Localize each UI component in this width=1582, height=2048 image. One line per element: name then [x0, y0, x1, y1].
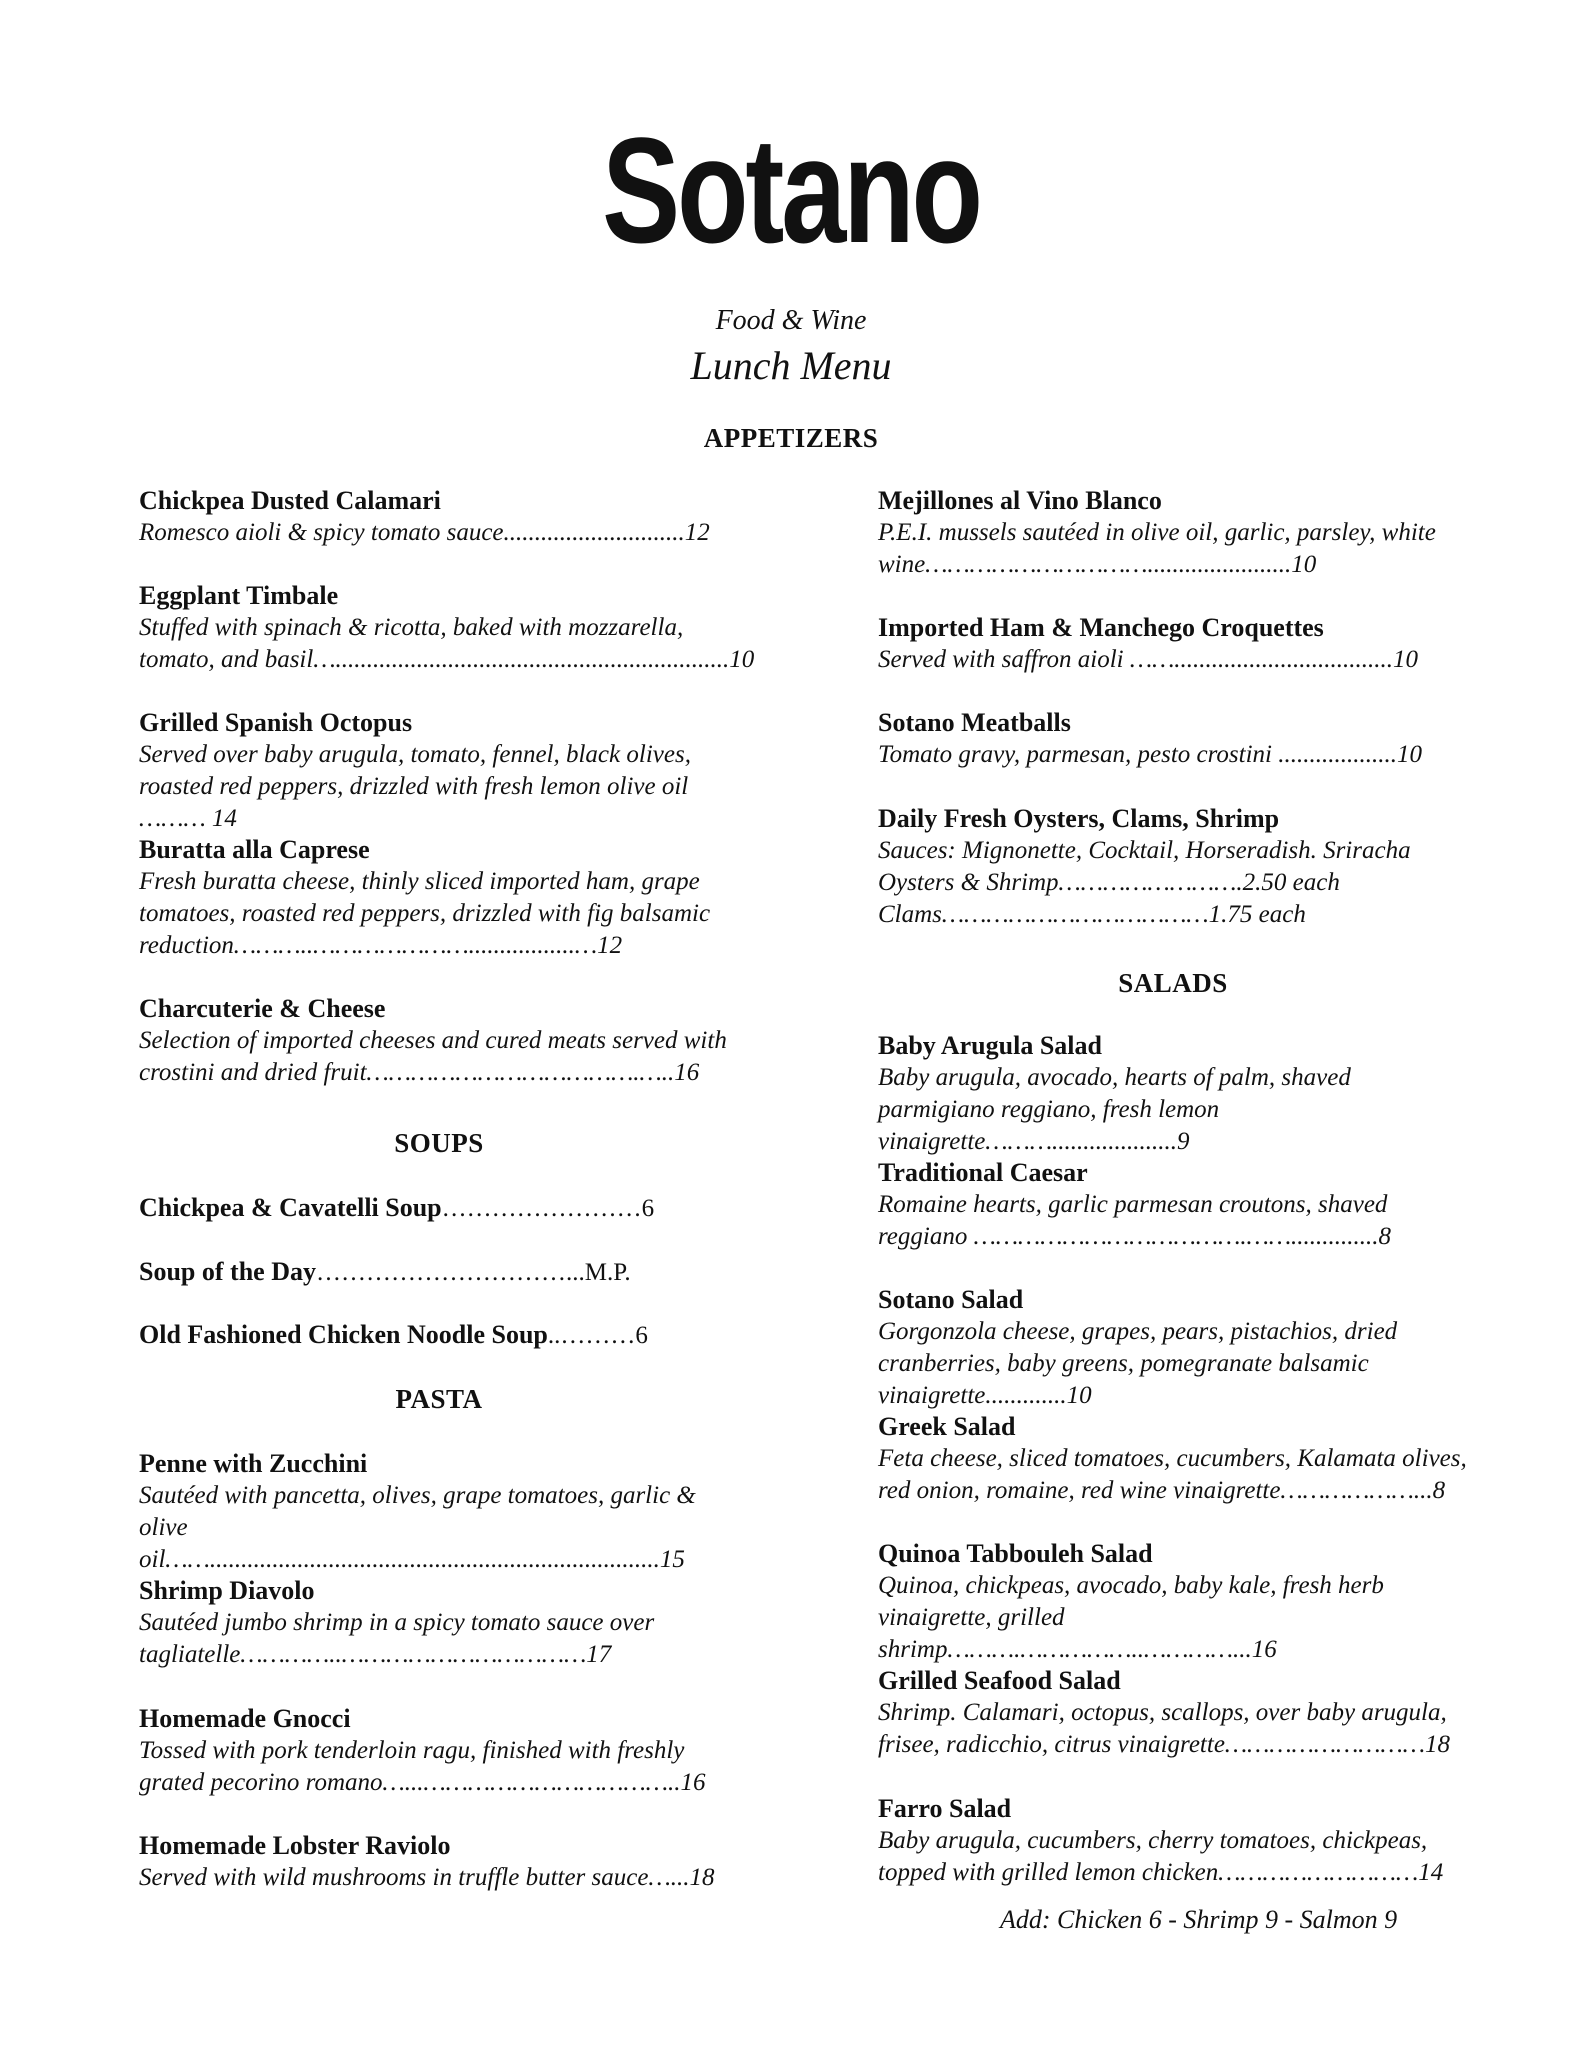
- menu-title: Lunch Menu: [690, 343, 892, 388]
- item-description: Served with wild mushrooms in truffle butter sauce…...18: [139, 1864, 715, 1891]
- section-heading-soups: SOUPS: [394, 1128, 484, 1158]
- menu-item: [139, 834, 759, 962]
- menu-item: [878, 803, 1468, 931]
- item-name: Traditional Caesar: [878, 1158, 1088, 1187]
- menu-item: [878, 1793, 1468, 1889]
- item-name: Baby Arugula Salad: [878, 1031, 1102, 1060]
- menu-item: [139, 1320, 648, 1350]
- item-description: Baby arugula, avocado, hearts of palm, shaved parmigiano reggiano, fresh lemon vinaigrette………....................9: [878, 1064, 1351, 1155]
- item-price: …………………………...M.P.: [315, 1259, 631, 1286]
- item-description: P.E.I. mussels sautéed in olive oil, garlic, parsley, white wine………………………….......................10: [878, 519, 1436, 578]
- section-heading-appetizers: APPETIZERS: [703, 423, 879, 453]
- item-description: Baby arugula, cucumbers, cherry tomatoes, chickpeas, topped with grilled lemon chicken………………………14: [878, 1827, 1444, 1886]
- item-name: Grilled Spanish Octopus: [139, 708, 413, 737]
- item-description: Quinoa, chickpeas, avocado, baby kale, fresh herb vinaigrette, grilled shrimp……….……………..…………...16: [878, 1572, 1384, 1663]
- menu-item: [878, 1538, 1468, 1666]
- price-line: Oysters & Shrimp…………………….2.50 each: [878, 869, 1340, 896]
- item-description: Tomato gravy, parmesan, pesto crostini ...................10: [878, 741, 1422, 768]
- item-name: Eggplant Timbale: [139, 581, 339, 610]
- add-protein-note: Add: Chicken 6 - Shrimp 9 - Salmon 9: [1000, 1905, 1398, 1934]
- item-price: ……………………6: [441, 1195, 655, 1222]
- item-name: Buratta alla Caprese: [139, 835, 370, 864]
- item-name: Chickpea Dusted Calamari: [139, 486, 441, 515]
- item-description: Romesco aioli & spicy tomato sauce.............................12: [139, 519, 710, 546]
- item-description: Stuffed with spinach & ricotta, baked with mozzarella, tomato, and basil…...............................................................10: [139, 614, 755, 673]
- menu-item: [878, 485, 1468, 581]
- menu-item: [139, 1257, 631, 1287]
- section-heading-salads: SALADS: [1118, 968, 1228, 998]
- item-description: Sautéed jumbo shrimp in a spicy tomato sauce over tagliatelle…………..……………………………17: [139, 1609, 655, 1668]
- item-name: Farro Salad: [878, 1794, 1012, 1823]
- item-description: Romaine hearts, garlic parmesan croutons, shaved reggiano ……………………………….……..............8: [878, 1191, 1392, 1250]
- menu-item: [139, 485, 759, 549]
- item-name: Greek Salad: [878, 1412, 1016, 1441]
- restaurant-name: Sotano: [602, 106, 980, 274]
- item-name: Mejillones al Vino Blanco: [878, 486, 1162, 515]
- menu-item: [878, 707, 1468, 771]
- item-name: Charcuterie & Cheese: [139, 994, 386, 1023]
- item-name: Soup of the Day: [139, 1257, 316, 1286]
- item-name: Daily Fresh Oysters, Clams, Shrimp: [878, 804, 1280, 833]
- menu-item: [878, 1030, 1468, 1158]
- item-description: Feta cheese, sliced tomatoes, cucumbers, Kalamata olives, red onion, romaine, red wine vinaigrette………………...8: [878, 1445, 1467, 1504]
- item-description: Gorgonzola cheese, grapes, pears, pistachios, dried cranberries, baby greens, pomegranate balsamic vinaigrette.............10: [878, 1318, 1398, 1409]
- item-name: Grilled Seafood Salad: [878, 1666, 1121, 1695]
- item-name: Sotano Meatballs: [878, 708, 1071, 737]
- menu-item: [139, 1830, 759, 1894]
- item-description: Sautéed with pancetta, olives, grape tomatoes, garlic & olive oil……........................................................................15: [139, 1482, 696, 1573]
- item-name: Quinoa Tabbouleh Salad: [878, 1539, 1153, 1568]
- menu-item: [878, 1665, 1468, 1761]
- menu-item: [878, 1284, 1468, 1412]
- item-description: Sauces: Mignonette, Cocktail, Horseradish. Sriracha: [878, 837, 1411, 864]
- menu-item: [878, 1157, 1468, 1253]
- menu-item: [139, 1448, 739, 1576]
- price-line: Clams………………………………1.75 each: [878, 901, 1306, 928]
- menu-item: [139, 707, 759, 835]
- item-name: Shrimp Diavolo: [139, 1576, 315, 1605]
- tagline: Food & Wine: [715, 305, 867, 336]
- item-description: Served with saffron aioli ……...................................10: [878, 646, 1419, 673]
- section-heading-pasta: PASTA: [395, 1384, 483, 1414]
- item-name: Homemade Gnocci: [139, 1704, 351, 1733]
- menu-item: [139, 1703, 739, 1799]
- item-name: Homemade Lobster Raviolo: [139, 1831, 451, 1860]
- item-name: Sotano Salad: [878, 1285, 1024, 1314]
- menu-item: [139, 1575, 739, 1671]
- item-name: Penne with Zucchini: [139, 1449, 368, 1478]
- item-description: Fresh buratta cheese, thinly sliced imported ham, grape tomatoes, roasted red peppers, drizzled with fig balsamic reduction………..………………….................…12: [139, 868, 711, 959]
- menu-item: [139, 1193, 654, 1223]
- item-name: Old Fashioned Chicken Noodle Soup: [139, 1320, 548, 1349]
- menu-item: [139, 580, 759, 676]
- menu-item: [139, 993, 759, 1089]
- menu-item: [878, 612, 1468, 676]
- item-description: Served over baby arugula, tomato, fennel, black olives, roasted red peppers, drizzled with fresh lemon olive oil ……… 14: [139, 741, 691, 832]
- menu-item: [878, 1411, 1468, 1507]
- item-name: Chickpea & Cavatelli Soup: [139, 1193, 442, 1222]
- item-name: Imported Ham & Manchego Croquettes: [878, 613, 1324, 642]
- item-description: Selection of imported cheeses and cured meats served with crostini and dried fruit……………………………….…..16: [139, 1027, 727, 1086]
- item-description: Shrimp. Calamari, octopus, scallops, over baby arugula, frisee, radicchio, citrus vinaigrette………………………18: [878, 1699, 1450, 1758]
- item-price: ..………6: [547, 1322, 648, 1349]
- item-description: Tossed with pork tenderloin ragu, finished with freshly grated pecorino romano…...……………………………..16: [139, 1737, 706, 1796]
